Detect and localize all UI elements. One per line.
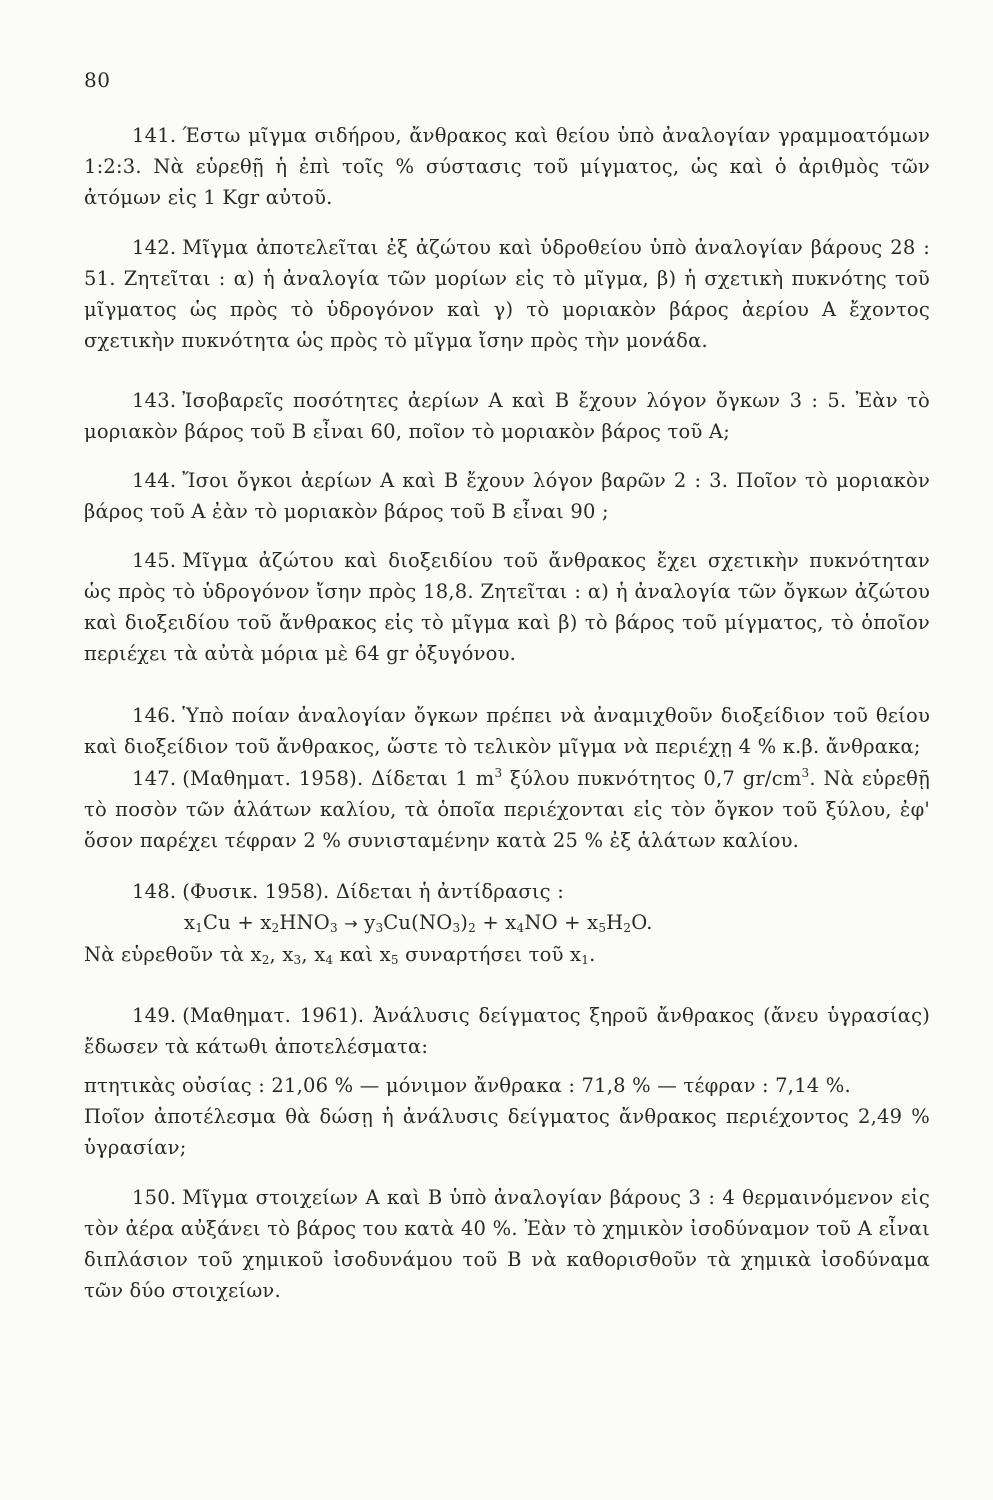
problem-number: 148.: [132, 880, 177, 903]
problem-text: Μῖγμα στοιχείων Α καὶ Β ὑπὸ ἀναλογίαν βάρους 3 : 4 θερμαινόμενον εἰς τὸν ἀέρα αὐξάνει τὸ βάρος του κατὰ 40 %. Ἐὰν τὸ χημικὸν ἰσοδύναμον τοῦ Α εἶναι διπλάσιον τοῦ χημικοῦ ἰσοδυνάμου τοῦ Β νὰ καθορισθοῦν τὰ χημικὰ ἰσοδύναμα τῶν δύο στοιχείων.: [84, 1186, 930, 1302]
problem-question: Ποῖον ἀποτέλεσμα θὰ δώσῃ ἡ ἀνάλυσις δείγματος ἄνθρακος περιέχοντος 2,49 % ὑγρασίαν;: [84, 1105, 930, 1159]
problem-text: Ἰσοβαρεῖς ποσότητες ἀερίων Α καὶ Β ἔχουν λόγον ὄγκων 3 : 5. Ἐὰν τὸ μοριακὸν βάρος τοῦ Β εἶναι 60, ποῖον τὸ μοριακὸν βάρος τοῦ Α;: [84, 389, 930, 443]
problem-number: 145.: [132, 549, 177, 572]
problem-147: [84, 763, 930, 856]
problem-number: 142.: [132, 236, 177, 259]
problem-150: [84, 1182, 930, 1306]
superscript: 3: [494, 766, 503, 780]
problem-text: Μῖγμα ἀποτελεῖται ἐξ ἀζώτου καὶ ὑδροθείου ὑπὸ ἀναλογίαν βάρους 28 : 51. Ζητεῖται : α) ἡ ἀναλογία τῶν μορίων εἰς τὸ μῖγμα, β) ἡ σχετικὴ πυκνότης τοῦ μῖγματος ὡς πρὸς τὸ ὑδρογόνον καὶ γ) τὸ μοριακὸν βάρος ἀερίου Α ἔχοντος σχετικὴν πυκνότητα ὡς πρὸς τὸ μῖγμα ἴσην πρὸς τὴν μονάδα.: [84, 236, 930, 352]
problem-text: Έστω μῖγμα σιδήρου, ἄνθρακος καὶ θείου ὑπὸ ἀναλογίαν γραμμοατόμων 1:2:3. Νὰ εὑρεθῇ ἡ ἐπὶ τοῖς % σύστασις τοῦ μίγματος, ὡς καὶ ὁ ἀριθμὸς τῶν ἀτόμων εἰς 1 Kgr αὐτοῦ.: [84, 124, 930, 209]
page-number: 80: [84, 68, 111, 92]
problem-number: 149.: [132, 1004, 177, 1027]
problem-text: . Νὰ εὑρεθῇ τὸ ποσὸν τῶν ἁλάτων καλίου, τὰ ὁποῖα περιέχονται εἰς τὸν ὄγκον τοῦ ξύλου, ἐφ' ὅσον παρέχει τέφραν 2 % συνισταμένην κατὰ 25 % ἐξ ἁλάτων καλίου.: [84, 767, 930, 852]
problem-number: 150.: [132, 1186, 177, 1209]
problem-text: Μῖγμα ἀζώτου καὶ διοξειδίου τοῦ ἄνθρακος ἔχει σχετικὴν πυκνότηταν ὡς πρὸς τὸ ὑδρογόνον ἴσην πρὸς 18,8. Ζητεῖται : α) ἡ ἀναλογία τῶν ὄγκων ἀζώτου καὶ διοξειδίου τοῦ ἄνθρακος εἰς τὸ μῖγμα καὶ β) τὸ βάρος τοῦ μίγματος, τὸ ὁποῖον περιέχει τὰ αὐτὰ μόρια μὲ 64 gr ὀξυγόνου.: [84, 549, 930, 665]
analysis-results: πτητικὰς οὐσίας : 21,06 % — μόνιμον ἄνθρακα : 71,8 % — τέφραν : 7,14 %.: [84, 1074, 851, 1097]
equation-followup: Νὰ εὑρεθοῦν τὰ $x_2$, $x_3$, $x_4$ καὶ $x_5$ συναρτήσει τοῦ $x_1$.: [84, 943, 596, 967]
problem-146: [84, 700, 930, 762]
problem-text: Ἴσοι ὄγκοι ἀερίων Α καὶ Β ἔχουν λόγον βαρῶν 2 : 3. Ποῖον τὸ μοριακὸν βάρος τοῦ Α ἐὰν τὸ μοριακὸν βάρος τοῦ Β εἶναι 90 ;: [84, 469, 930, 523]
problem-141: [84, 120, 930, 213]
problem-number: 147.: [132, 767, 177, 790]
problem-number: 146.: [132, 704, 177, 727]
chemical-equation: $x_1Cu + x_2HNO_3 \to y_3Cu(NO_3)_2 + x_4NO + x_5H_2O$.: [184, 911, 653, 935]
problem-144: [84, 465, 930, 527]
problem-text: (Μαθηματ. 1961). Ἀνάλυσις δείγματος ξηροῦ ἄνθρακος (ἄνευ ὑγρασίας) ἔδωσεν τὰ κάτωθι ἀποτελέσματα:: [84, 1004, 930, 1058]
problem-text: Ὑπὸ ποίαν ἀναλογίαν ὄγκων πρέπει νὰ ἀναμιχθοῦν διοξείδιον τοῦ θείου καὶ διοξείδιον τοῦ ἄνθρακος, ὥστε τὸ τελικὸν μῖγμα νὰ περιέχῃ 4 % κ.β. ἄνθρακα;: [84, 704, 930, 758]
problem-143: [84, 385, 930, 447]
problem-148: [84, 876, 930, 970]
document-page: [84, 0, 930, 1500]
problem-145: [84, 545, 930, 669]
problem-text: (Φυσικ. 1958). Δίδεται ἡ ἀντίδρασις :: [182, 880, 564, 903]
problem-text: ξύλου πυκνότητος 0,7 gr/cm: [502, 767, 802, 790]
problem-number: 144.: [132, 469, 177, 492]
problem-number: 141.: [132, 124, 177, 147]
problem-149: [84, 1000, 930, 1163]
arrow-icon: →: [344, 914, 358, 933]
problem-text: (Μαθηματ. 1958). Δίδεται 1 m: [182, 767, 495, 790]
problem-number: 143.: [132, 389, 177, 412]
problem-142: [84, 232, 930, 356]
superscript: 3: [801, 766, 810, 780]
